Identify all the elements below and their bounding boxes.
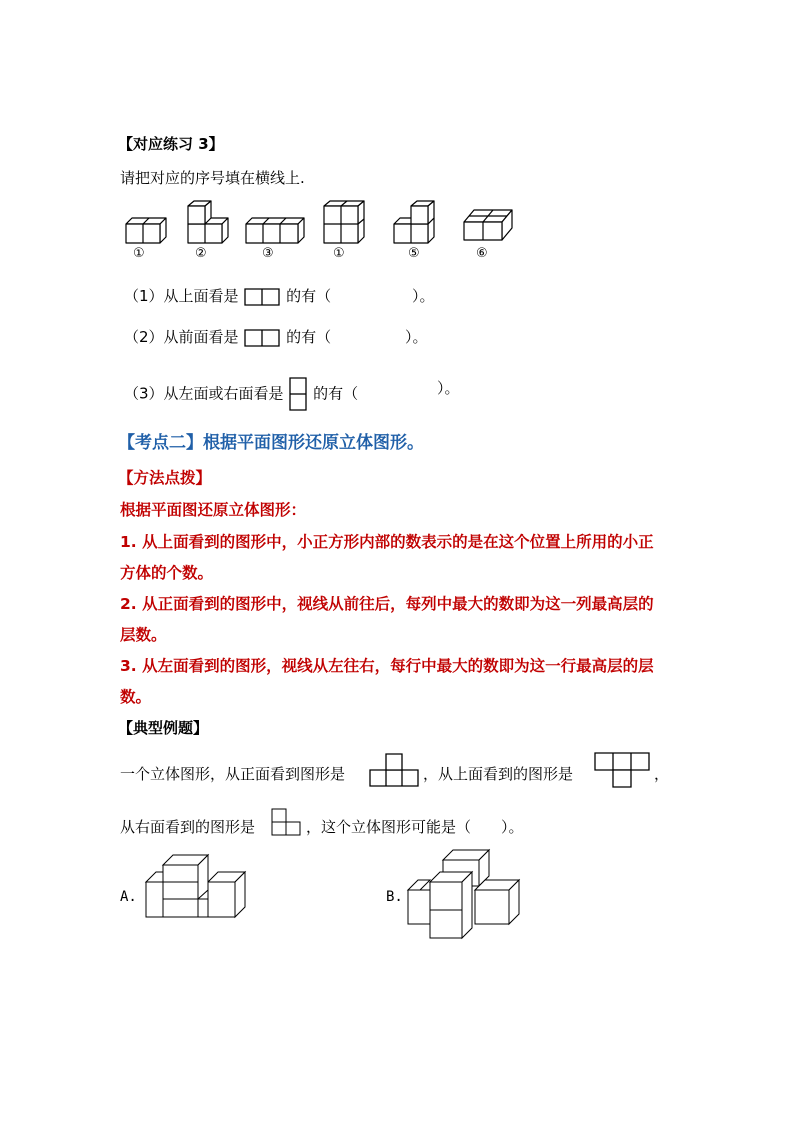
question-1-suffix: 的有（ bbox=[286, 287, 332, 305]
example-line-1-text-c: ， bbox=[654, 765, 670, 783]
figure-label-6: ⑥ bbox=[476, 246, 488, 261]
cube-figure-2 bbox=[188, 201, 228, 243]
method-intro: 根据平面图还原立体图形： bbox=[120, 501, 307, 519]
example-line-1-text-a: 一个立体图形，从正面看到图形是 bbox=[120, 765, 346, 783]
figure-label-1: ① bbox=[133, 246, 145, 261]
option-a-figure[interactable] bbox=[143, 852, 263, 934]
example-line-2-text-b: ，这个立体图形可能是（ ）。 bbox=[306, 818, 524, 836]
top-view-icon bbox=[594, 751, 652, 789]
rule-2-line-1: 2. 从正面看到的图形中，视线从前往后，每列中最大的数即为这一列最高层的 bbox=[120, 595, 654, 613]
rule-2-line-2: 层数。 bbox=[120, 626, 167, 644]
front-view-icon bbox=[369, 751, 421, 789]
question-3 bbox=[124, 377, 358, 411]
rule-1-line-2: 方体的个数。 bbox=[120, 564, 214, 582]
example-heading: 【典型例题】 bbox=[118, 719, 209, 737]
question-2-prefix: （2）从前面看是 bbox=[124, 328, 239, 346]
figure-label-3: ③ bbox=[262, 246, 274, 261]
example-line-1-text-b: ，从上面看到的图形是 bbox=[423, 765, 574, 783]
cube-figure-6 bbox=[464, 210, 512, 240]
question-1-end: ）。 bbox=[412, 287, 435, 305]
cube-figure-4 bbox=[324, 201, 364, 243]
question-1 bbox=[124, 285, 331, 306]
figure-label-2: ② bbox=[195, 246, 207, 261]
figure-label-5: ⑤ bbox=[408, 246, 420, 261]
question-3-prefix: （3）从左面或右面看是 bbox=[124, 384, 284, 403]
cube-figures-row bbox=[118, 198, 528, 248]
cube-figure-1 bbox=[126, 218, 166, 243]
question-1-prefix: （1）从上面看是 bbox=[124, 287, 239, 305]
two-squares-vertical-icon bbox=[288, 377, 308, 411]
two-squares-horizontal-icon bbox=[243, 329, 281, 347]
two-squares-horizontal-icon bbox=[243, 288, 281, 306]
practice-heading: 【对应练习 3】 bbox=[118, 135, 224, 153]
rule-1-line-1: 1. 从上面看到的图形中，小正方形内部的数表示的是在这个位置上所用的小正 bbox=[120, 533, 654, 551]
cube-figure-3 bbox=[246, 218, 304, 243]
option-b-figure[interactable] bbox=[405, 846, 525, 942]
cube-figure-5 bbox=[394, 201, 434, 243]
question-3-suffix: 的有（ bbox=[313, 384, 359, 403]
rule-3-line-1: 3. 从左面看到的图形，视线从左往右，每行中最大的数即为这一行最高层的层 bbox=[120, 657, 654, 675]
question-2-end: ）。 bbox=[405, 328, 428, 346]
right-view-icon bbox=[270, 807, 304, 837]
method-heading: 【方法点拨】 bbox=[118, 469, 212, 487]
question-2-suffix: 的有（ bbox=[286, 328, 332, 346]
example-line-2-text-a: 从右面看到的图形是 bbox=[120, 818, 256, 836]
rule-3-line-2: 数。 bbox=[120, 688, 152, 706]
section-title: 【考点二】根据平面图形还原立体图形。 bbox=[118, 433, 424, 453]
practice-instruction: 请把对应的序号填在横线上. bbox=[120, 169, 305, 187]
figure-label-4: ① bbox=[333, 246, 345, 261]
question-3-end: ）。 bbox=[437, 379, 460, 397]
question-2 bbox=[124, 326, 331, 347]
option-b-label[interactable]: B. bbox=[386, 889, 403, 905]
option-a-label[interactable]: A. bbox=[120, 889, 137, 905]
